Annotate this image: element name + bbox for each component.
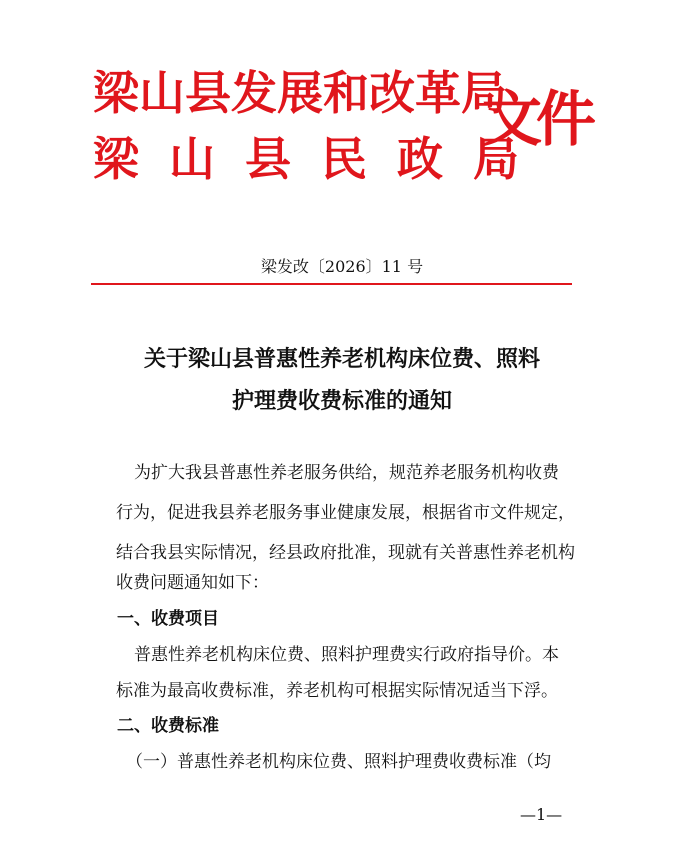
issuer-line-2: 梁山县民政局 [93,132,549,186]
document-title-line-2: 护理费收费标准的通知 [231,388,452,414]
intro-line-4: 收费问题通知如下： [116,573,269,593]
document-title-line-1: 关于梁山县普惠性养老机构床位费、照料 [143,346,540,372]
intro-line-1: 为扩大我县普惠性养老服务供给，规范养老服务机构收费 [134,463,559,483]
document-number: 梁发改〔2026〕11 号 [260,257,424,276]
issuer-suffix: 文件 [482,85,590,155]
section-2-heading: 二、收费标准 [117,716,219,736]
section-1-line-1: 普惠性养老机构床位费、照料护理费实行政府指导价。本 [134,645,559,665]
section-1-heading: 一、收费项目 [117,609,219,629]
page-number: —1— [520,805,563,824]
issuer-line-1: 梁山县发展和改革局 [93,66,507,120]
intro-line-2: 行为，促进我县养老服务事业健康发展，根据省市文件规定， [116,503,575,523]
section-1-line-2: 标准为最高收费标准，养老机构可根据实际情况适当下浮。 [116,681,558,701]
section-2-line-1: （一）普惠性养老机构床位费、照料护理费收费标准（均 [126,752,551,772]
red-divider-line [91,283,572,285]
intro-line-3: 结合我县实际情况，经县政府批准，现就有关普惠性养老机构 [116,543,575,563]
